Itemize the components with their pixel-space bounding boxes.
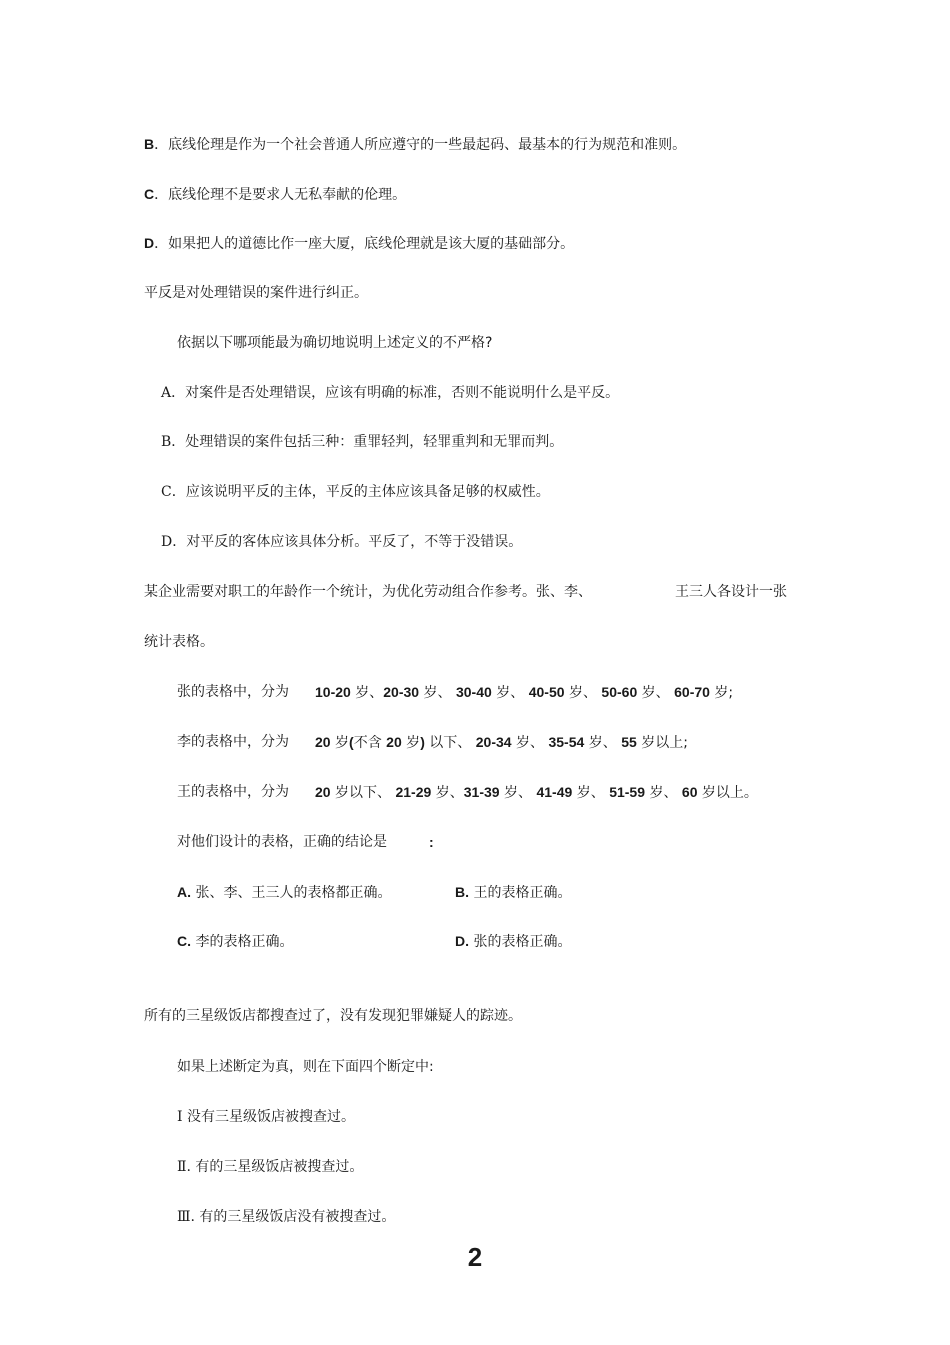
statement-3 [177, 1207, 395, 1227]
age-value: 20-34 [475, 734, 512, 750]
statement-number: Ⅲ. [177, 1209, 195, 1225]
option-letter: B [144, 136, 155, 152]
option-text: 张的表格正确。 [473, 934, 572, 950]
age-value: 41-49 [536, 784, 573, 800]
table-li [177, 732, 688, 752]
option-letter: C. [177, 933, 191, 949]
age-value: 20 [315, 734, 331, 750]
age-value: 50-60 [601, 684, 638, 700]
table-prefix: 王的表格中，分为 [177, 784, 289, 800]
age-value: 60-70 [674, 684, 710, 700]
age-ranges [315, 732, 688, 753]
option-c [144, 184, 406, 205]
question-prompt [177, 832, 434, 852]
table-wang [177, 782, 758, 802]
age-value: 60 [681, 784, 698, 800]
option-text: 王的表格正确。 [473, 885, 572, 901]
table-prefix: 李的表格中，分为 [177, 734, 289, 750]
age-value: 20 [386, 734, 402, 750]
statement-text: 有的三星级饭店被搜查过。 [195, 1159, 364, 1175]
option-b: B．处理错误的案件包括三种：重罪轻判，轻罪重判和无罪而判。 [161, 434, 564, 450]
table-zhang [177, 682, 734, 702]
age-value: 31-39 [463, 784, 500, 800]
option-letter: B. [455, 884, 469, 900]
age-unit: 岁以上; [636, 735, 688, 751]
age-unit: 岁、 [572, 785, 610, 801]
age-unit: 岁、 [511, 735, 549, 751]
age-unit: 岁、 [645, 785, 682, 801]
age-value: 35-54 [548, 734, 585, 750]
age-unit: 以下、 [424, 735, 476, 751]
option-a [177, 882, 391, 903]
statement-number: Ⅱ. [177, 1159, 191, 1175]
statement-text: 有的三星级饭店没有被搜查过。 [199, 1209, 396, 1225]
age-unit: 岁、 [564, 685, 602, 701]
age-unit: 岁、 [499, 785, 537, 801]
option-a: A．对案件是否处理错误，应该有明确的标准，否则不能说明什么是平反。 [161, 385, 620, 401]
age-value: 40-50 [528, 684, 565, 700]
age-unit: 岁、 [637, 685, 675, 701]
age-ranges [315, 682, 733, 703]
age-unit: 岁; [709, 685, 734, 701]
age-value: ) [420, 734, 425, 750]
question-prompt: 如果上述断定为真，则在下面四个断定中: [177, 1059, 434, 1075]
question-text: 对他们设计的表格，正确的结论是 [177, 834, 387, 850]
age-value: 20-30 [383, 684, 420, 700]
question-stem-line2: 统计表格。 [144, 634, 214, 650]
age-unit: 岁以下、 [330, 785, 396, 801]
statement-2 [177, 1157, 363, 1177]
age-value: 21-29 [395, 784, 432, 800]
option-b [144, 134, 686, 155]
age-value: 30-40 [455, 684, 492, 700]
question-stem-part2: 王三人各设计一张 [675, 584, 787, 600]
statement-1 [177, 1107, 355, 1127]
age-unit: 岁、 [491, 685, 529, 701]
option-d [144, 233, 574, 254]
option-text: ．如果把人的道德比作一座大厦，底线伦理就是该大厦的基础部分。 [154, 236, 575, 252]
age-unit: 岁 [330, 735, 350, 751]
option-text: ．底线伦理是作为一个社会普通人所应遵守的一些最起码、最基本的行为规范和准则。 [154, 137, 687, 153]
question-stem: 平反是对处理错误的案件进行纠正。 [144, 285, 368, 301]
age-unit: 岁、 [350, 685, 384, 701]
question-colon: : [429, 834, 434, 850]
age-unit: 岁、 [584, 735, 622, 751]
option-text: 李的表格正确。 [195, 934, 294, 950]
statement-number: Ⅰ [177, 1109, 183, 1125]
option-text: ．底线伦理不是要求人无私奉献的伦理。 [154, 187, 407, 203]
age-value: 55 [621, 734, 637, 750]
option-letter: C [144, 186, 155, 202]
age-value: 10-20 [315, 684, 351, 700]
age-unit: 不含 [353, 735, 387, 751]
option-c: C．应该说明平反的主体，平反的主体应该具备足够的权威性。 [161, 484, 550, 500]
age-unit: 岁、 [419, 685, 456, 701]
page-number: 2 [467, 1242, 483, 1272]
table-prefix: 张的表格中，分为 [177, 684, 289, 700]
statement-text: 没有三星级饭店被搜查过。 [186, 1109, 355, 1125]
age-unit: 岁 [401, 735, 421, 751]
age-unit: 岁以上。 [697, 785, 758, 801]
age-value: 51-59 [609, 784, 645, 800]
option-letter: A. [177, 884, 191, 900]
option-d [455, 931, 571, 952]
age-value: ( [349, 734, 354, 750]
option-b [455, 882, 571, 903]
option-d: D．对平反的客体应该具体分析。平反了，不等于没错误。 [161, 534, 523, 550]
age-unit: 岁、 [431, 785, 464, 801]
age-ranges [315, 782, 758, 803]
option-letter: D. [455, 933, 469, 949]
age-value: 20 [315, 784, 331, 800]
option-c [177, 931, 293, 952]
question-stem: 所有的三星级饭店都搜查过了，没有发现犯罪嫌疑人的踪迹。 [144, 1008, 522, 1024]
option-text: 张、李、王三人的表格都正确。 [195, 885, 392, 901]
question-prompt: 依据以下哪项能最为确切地说明上述定义的不严格? [177, 335, 493, 351]
option-letter: D [144, 235, 155, 251]
question-stem-part1: 某企业需要对职工的年龄作一个统计，为优化劳动组合作参考。张、李、 [144, 584, 592, 600]
